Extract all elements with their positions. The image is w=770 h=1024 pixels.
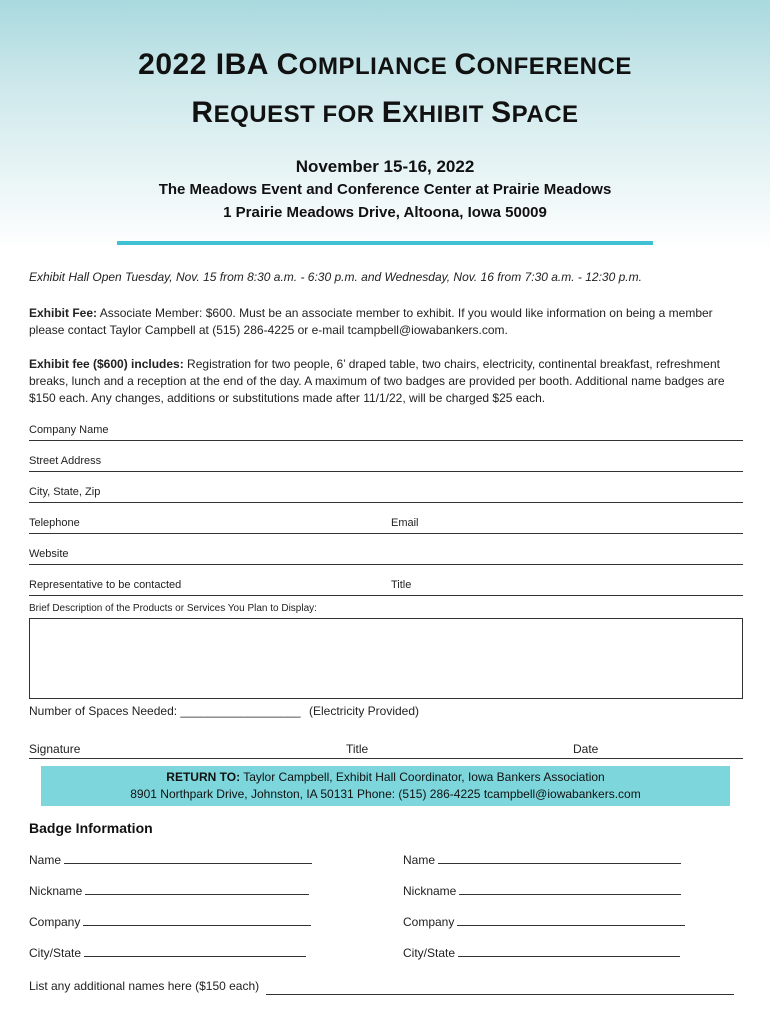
- badge-nickname-label: Nickname: [403, 884, 457, 898]
- badge-nickname-field-1[interactable]: [29, 883, 309, 898]
- return-to-line1: Taylor Campbell, Exhibit Hall Coordinator, Iowa Bankers Association: [240, 770, 605, 784]
- title-label: Title: [391, 579, 412, 591]
- city-state-zip-field[interactable]: [29, 486, 743, 503]
- signature-date-label: Date: [573, 742, 599, 756]
- exhibit-fee-paragraph: [29, 305, 743, 339]
- title-line-1: [0, 48, 770, 82]
- event-date: November 15-16, 2022: [295, 157, 475, 176]
- additional-names-field[interactable]: [266, 994, 734, 995]
- title-text: PACE: [511, 101, 579, 128]
- title-text: R: [191, 96, 214, 129]
- badge-name-label: Name: [29, 853, 62, 867]
- signature-line[interactable]: [29, 758, 743, 759]
- header-divider: [117, 241, 653, 245]
- description-label: Brief Description of the Products or Services You Plan to Display:: [29, 603, 317, 614]
- representative-label: Representative to be contacted: [29, 579, 182, 591]
- signature-label: Signature: [29, 742, 81, 756]
- event-address: 1 Prairie Meadows Drive, Altoona, Iowa 50009: [223, 204, 547, 221]
- badge-name-field-2[interactable]: [403, 852, 681, 867]
- badge-information-heading: Badge Information: [29, 820, 153, 836]
- return-to-box: [41, 766, 730, 806]
- description-textarea[interactable]: [29, 618, 743, 699]
- badge-nickname-label: Nickname: [29, 884, 83, 898]
- telephone-email-row[interactable]: [29, 517, 743, 534]
- company-name-label: Company Name: [29, 424, 109, 436]
- additional-names-label: List any additional names here ($150 each): [29, 979, 260, 993]
- badge-name-label: Name: [403, 853, 436, 867]
- title-text: 2022 IBA C: [138, 48, 299, 81]
- return-to-line2: 8901 Northpark Drive, Johnston, IA 50131 Phone: (515) 286-4225 tcampbell@iowabankers.com: [130, 787, 641, 801]
- badge-nickname-field-2[interactable]: [403, 883, 681, 898]
- title-text: S: [491, 96, 512, 129]
- title-text: ONFERENCE: [476, 53, 632, 80]
- title-text: C: [454, 48, 477, 81]
- telephone-label: Telephone: [29, 517, 80, 529]
- street-address-label: Street Address: [29, 455, 102, 467]
- title-text: E: [381, 96, 403, 129]
- badge-name-field-1[interactable]: [29, 852, 312, 867]
- street-address-field[interactable]: [29, 455, 743, 472]
- return-to-label: RETURN TO:: [166, 770, 241, 784]
- website-field[interactable]: [29, 548, 743, 565]
- exhibit-includes-label: Exhibit fee ($600) includes:: [29, 357, 184, 371]
- badge-company-label: Company: [29, 915, 81, 929]
- exhibit-includes-text: Registration for two people, 6’ draped table, two chairs, electricity, continental breakfast, refreshment breaks, lunch and a reception at the end of the day. A maximum of two badges are provided per booth. Additional name badges are $150 each. Any changes, additions or substitutions made after 11/1/22, will be charged $25 each.: [29, 357, 725, 405]
- badge-city-state-field-1[interactable]: [29, 945, 306, 960]
- exhibit-includes-paragraph: [29, 356, 743, 407]
- exhibit-fee-label: Exhibit Fee:: [29, 306, 98, 320]
- representative-title-row[interactable]: [29, 579, 743, 596]
- badge-company-field-1[interactable]: [29, 914, 311, 929]
- signature-title-label: Title: [346, 742, 369, 756]
- badge-city-state-field-2[interactable]: [403, 945, 680, 960]
- event-venue: The Meadows Event and Conference Center at Prairie Meadows: [158, 181, 612, 198]
- title-text: XHIBIT: [402, 101, 492, 128]
- exhibit-fee-text: Associate Member: $600. Must be an associate member to exhibit. If you would like information on being a member please contact Taylor Campbell at (515) 286-4225 or e-mail tcampbell@iowabankers.com.: [29, 306, 713, 337]
- company-name-field[interactable]: [29, 424, 743, 441]
- title-text: EQUEST FOR: [213, 101, 382, 128]
- city-state-zip-label: City, State, Zip: [29, 486, 101, 498]
- spaces-needed-field[interactable]: Number of Spaces Needed: __________________: [29, 704, 301, 718]
- title-text: OMPLIANCE: [298, 53, 455, 80]
- badge-city-state-label: City/State: [29, 946, 82, 960]
- badge-company-label: Company: [403, 915, 455, 929]
- exhibit-hall-hours: Exhibit Hall Open Tuesday, Nov. 15 from 8:30 a.m. - 6:30 p.m. and Wednesday, Nov. 16 from 7:30 a.m. - 12:30 p.m.: [29, 270, 642, 284]
- title-line-2: [0, 96, 770, 130]
- badge-company-field-2[interactable]: [403, 914, 685, 929]
- electricity-note: (Electricity Provided): [309, 704, 420, 718]
- badge-city-state-label: City/State: [403, 946, 456, 960]
- email-label: Email: [391, 517, 419, 529]
- website-label: Website: [29, 548, 69, 560]
